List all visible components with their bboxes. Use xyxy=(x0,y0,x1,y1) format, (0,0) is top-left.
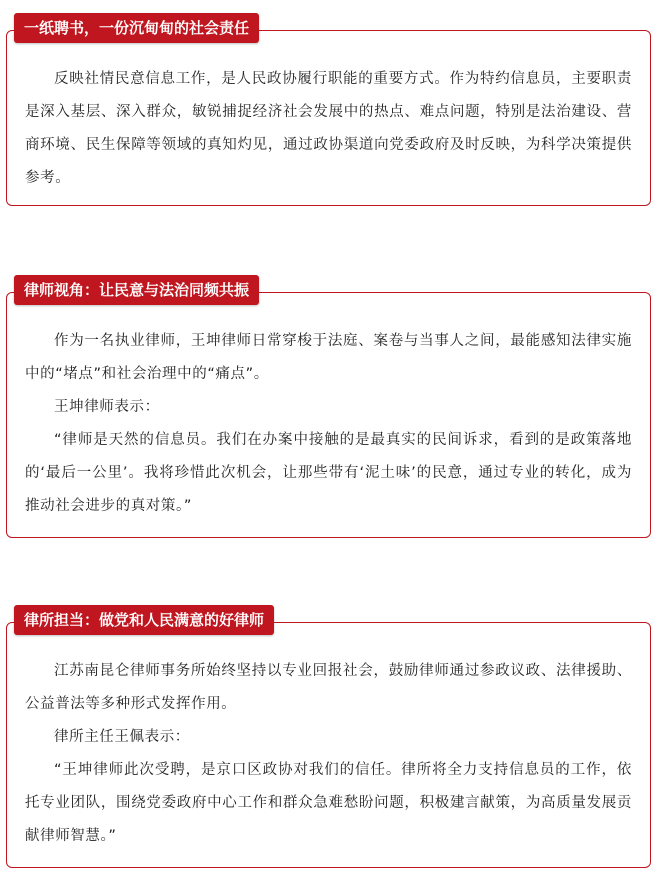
section-card-3 xyxy=(6,622,651,868)
section-2-paragraph-1: 作为一名执业律师，王坤律师日常穿梭于法庭、案卷与当事人之间，最能感知法律实施中的“堵点”和社会治理中的“痛点”。 xyxy=(25,333,632,382)
section-1-paragraph-1: 反映社情民意信息工作，是人民政协履行职能的重要方式。作为特约信息员，主要职责是深入基层、深入群众，敏锐捕捉经济社会发展中的热点、难点问题，特别是法治建设、营商环境、民生保障等领域的真知灼见，通过政协渠道向党委政府及时反映，为科学决策提供参考。 xyxy=(25,71,632,186)
section-card-2 xyxy=(6,292,651,538)
section-2-quote: “律师是天然的信息员。我们在办案中接触的是最真实的民间诉求，看到的是政策落地的‘最后一公里’。我将珍惜此次机会，让那些带有‘泥土味’的民意，通过专业的转化，成为推动社会进步的真对策。” xyxy=(25,432,632,514)
section-2-paragraph-2: 王坤律师表示： xyxy=(54,399,160,415)
section-3-quote: “王坤律师此次受聘，是京口区政协对我们的信任。律所将全力支持信息员的工作，依托专业团队，围绕党委政府中心工作和群众急难愁盼问题，积极建言献策，为高质量发展贡献律师智慧。” xyxy=(25,762,632,844)
section-3-paragraph-2: 律所主任王佩表示： xyxy=(54,729,190,745)
section-2-title: 律师视角：让民意与法治同频共振 xyxy=(14,275,259,305)
section-3-paragraph-1: 江苏南昆仑律师事务所始终坚持以专业回报社会，鼓励律师通过参政议政、法律援助、公益普法等多种形式发挥作用。 xyxy=(25,663,632,712)
section-1-title: 一纸聘书，一份沉甸甸的社会责任 xyxy=(14,13,259,43)
section-card-1 xyxy=(6,30,651,206)
section-3-title: 律所担当：做党和人民满意的好律师 xyxy=(14,605,274,635)
